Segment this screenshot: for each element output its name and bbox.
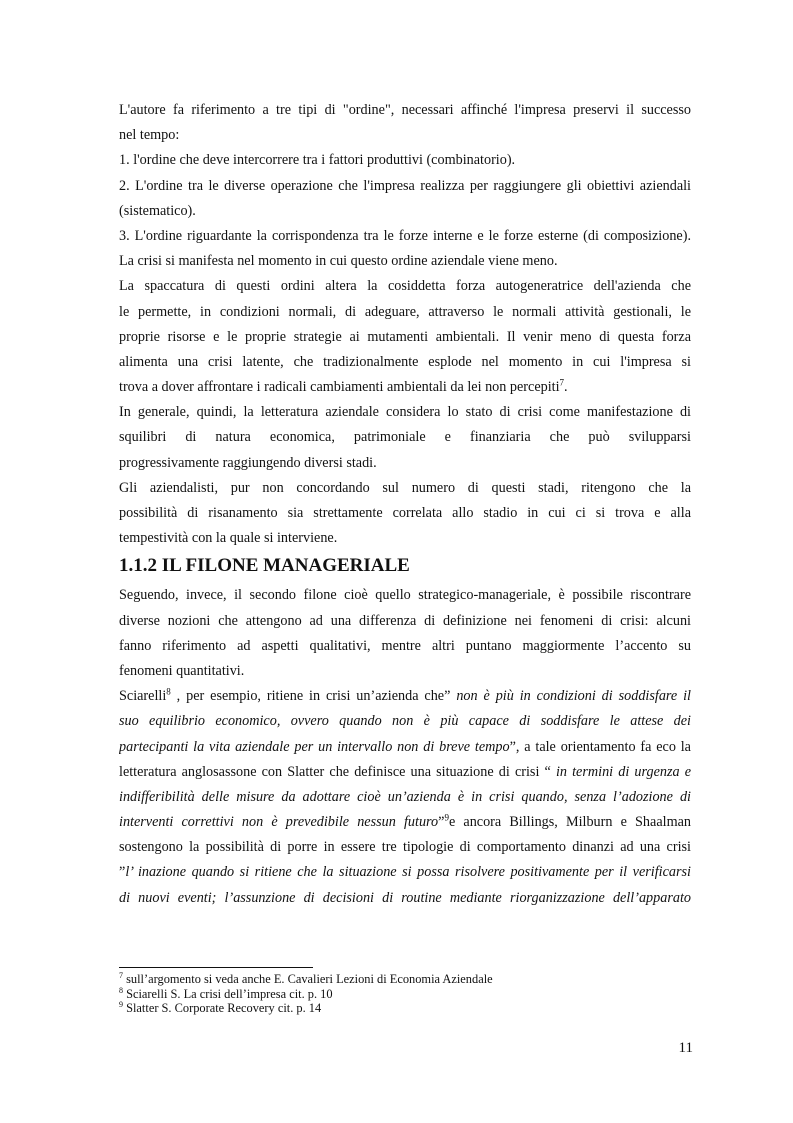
sciarelli-line-8	[119, 860, 691, 885]
sciarelli-line-2: suo equilibrio economico, ovvero quando non è più capace di soddisfare le attese dei	[119, 713, 691, 730]
intro-line-2: nel tempo:	[119, 127, 180, 144]
crisis-line-6-end: .	[564, 379, 568, 396]
sciarelli-quote-1: non è più in condizioni di soddisfare il	[456, 688, 691, 705]
crisis-line-3: le permette, in condizioni normali, di adeguare, attraverso le normali attività gestionali, le	[119, 303, 691, 320]
footnote-text: sull’argomento si veda anche E. Cavalieri Lezioni di Economia Aziendale	[123, 972, 493, 986]
footnote-7	[119, 972, 691, 987]
footnote-number: 7	[119, 970, 123, 980]
footnote-ref-7[interactable]: 7	[559, 377, 565, 388]
slatter-quote-1: in termini di urgenza e	[555, 763, 691, 780]
intro-line-1: L'autore fa riferimento a tre tipi di "ordine", necessari affinché l'impresa preservi il successo	[119, 102, 691, 118]
aziendalisti-line-3: tempestività con la quale si interviene.	[119, 530, 338, 547]
billings-quote-1: l’ inazione quando si ritiene che la situazione si possa risolvere positivamente per il verificarsi	[125, 864, 691, 881]
crisis-line-5: alimenta una crisi latente, che tradizionalmente esplode nel momento in cui l'impresa si	[119, 353, 691, 370]
managerial-line-1: Seguendo, invece, il secondo filone cioè quello strategico-manageriale, è possibile riscontrare	[119, 587, 691, 604]
quote-open: ”	[119, 864, 126, 881]
footnote-number: 8	[119, 985, 123, 995]
sciarelli-line-1	[119, 684, 691, 709]
slatter-quote-3: interventi correttivi non è prevedibile nessun futuro	[119, 814, 439, 831]
footnote-text: Sciarelli S. La crisi dell’impresa cit. p. 10	[123, 986, 333, 1001]
quote-close: ”	[438, 814, 445, 831]
sciarelli-line-6	[119, 810, 691, 835]
generale-line-2: squilibri di natura economica, patrimoniale e finanziaria che può svilupparsi	[119, 429, 691, 446]
generale-line-3: progressivamente raggiungendo diversi stadi.	[119, 454, 377, 471]
footnote-8	[119, 987, 691, 1002]
aziendalisti-line-1: Gli aziendalisti, pur non concordando sul numero di questi stadi, ritengono che la	[119, 479, 691, 496]
managerial-line-3: fanno riferimento ad aspetti qualitativi, mentre altri puntano maggiormente l’accento su	[119, 637, 691, 654]
sciarelli-name: Sciarelli	[119, 688, 167, 705]
list-item-2-line-2: (sistematico).	[119, 202, 196, 219]
list-item-1: 1. l'ordine che deve intercorrere tra i fattori produttivi (combinatorio).	[119, 152, 516, 169]
list-item-3: 3. L'ordine riguardante la corrispondenza tra le forze interne e le forze esterne (di composizione).	[119, 227, 691, 244]
sciarelli-line-3	[119, 735, 691, 760]
footnote-text: Slatter S. Corporate Recovery cit. p. 14	[123, 1001, 322, 1016]
sciarelli-line-1-text: , per esempio, ritiene in crisi un’azienda che”	[170, 688, 457, 705]
sciarelli-line-3-text: ”, a tale orientamento fa eco la	[509, 738, 691, 755]
managerial-line-2: diverse nozioni che attengono ad una differenza di definizione nei fenomeni di crisi: alcuni	[119, 612, 691, 629]
footnote-9	[119, 1001, 691, 1016]
crisis-line-2: La spaccatura di questi ordini altera la cosiddetta forza autogeneratrice dell'azienda che	[119, 278, 691, 295]
section-heading: 1.1.2 IL FILONE MANAGERIALE	[119, 555, 410, 577]
page-number: 11	[678, 1040, 693, 1056]
footnote-number: 9	[119, 1000, 123, 1010]
footnote-ref-8[interactable]: 8	[166, 686, 171, 697]
sciarelli-quote-3: partecipanti la vita aziendale per un intervallo non di breve tempo	[119, 738, 510, 755]
sciarelli-line-7: sostengono la possibilità di porre in essere tre tipologie di comportamento dinanzi ad una crisi	[119, 839, 691, 856]
aziendalisti-line-2: possibilità di risanamento sia strettamente correlata allo stadio in cui ci si trova e alla	[119, 505, 691, 521]
crisis-line-4: proprie risorse e le proprie strategie ai mutamenti ambientali. Il venir meno di questa forza	[119, 328, 691, 345]
footnote-ref-9[interactable]: 9	[444, 812, 449, 823]
sciarelli-line-9: di nuovi eventi; l’assunzione di decisioni di routine mediante riorganizzazione dell’apparato	[119, 889, 691, 906]
sciarelli-line-4	[119, 760, 691, 785]
body-text	[119, 98, 691, 911]
crisis-line-6-text: trova a dover affrontare i radicali cambiamenti ambientali da lei non percepiti	[119, 379, 560, 396]
generale-line-1: In generale, quindi, la letteratura aziendale considera lo stato di crisi come manifestazione di	[119, 404, 691, 421]
crisis-line-6	[119, 375, 691, 400]
footnote-divider	[119, 967, 313, 968]
sciarelli-line-4-text: letteratura anglosassone con Slatter che definisce una situazione di crisi “	[119, 763, 556, 780]
sciarelli-line-5: indifferibilità delle misure da adottare cioè un’azienda è in crisi quando, senza l’adozione di	[119, 788, 691, 805]
crisis-line-1: La crisi si manifesta nel momento in cui questo ordine aziendale viene meno.	[119, 253, 558, 270]
managerial-line-4: fenomeni quantitativi.	[119, 662, 245, 679]
list-item-2-line-1: 2. L'ordine tra le diverse operazione che l'impresa realizza per raggiungere gli obiettivi aziendali	[119, 177, 691, 194]
footnotes	[119, 972, 691, 1016]
sciarelli-line-6-text: e ancora Billings, Milburn e Shaalman	[448, 814, 691, 831]
